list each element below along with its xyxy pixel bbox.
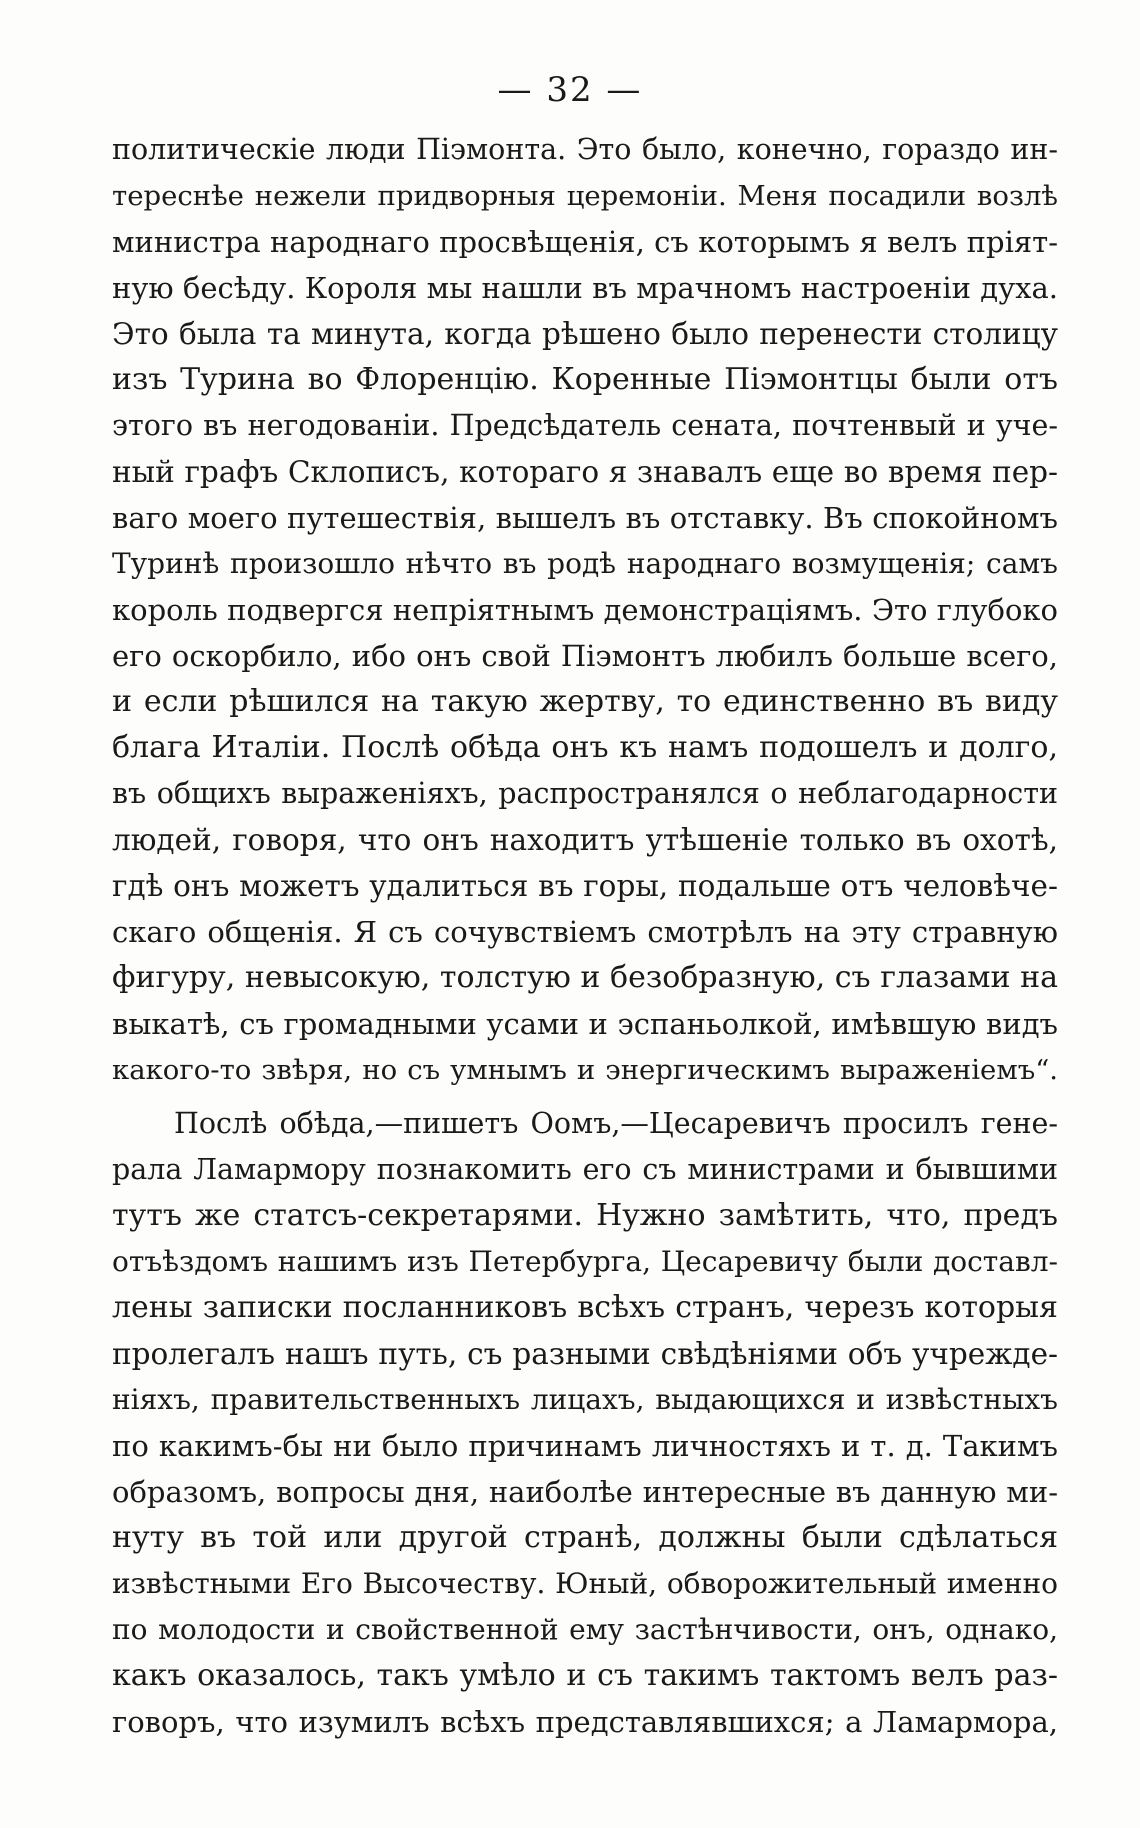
text-line: отъѣздомъ нашимъ изъ Петербурга, Цесаревичу были доставл- — [112, 1245, 1058, 1278]
text-line: людей, говоря, что онъ находитъ утѣшенiе только въ охотѣ, — [112, 823, 1058, 857]
text-line: и если рѣшился на такую жертву, то единственно въ виду — [112, 684, 1058, 719]
text-line: какого-то звѣря, но съ умнымъ и энергическимъ выраженiемъ“. — [112, 1054, 1058, 1086]
text-line: нiяхъ, правительственныхъ лицахъ, выдающихся и извѣстныхъ — [112, 1383, 1058, 1416]
text-line: въ общихъ выраженiяхъ, распространялся о неблагодарности — [112, 777, 1058, 810]
text-line: выкатѣ, съ громадными усами и эспаньолкой, имѣвшую видъ — [112, 1007, 1058, 1041]
text-line: ный графъ Склописъ, котораго я знавалъ еще во время пер- — [112, 455, 1058, 489]
text-line: какъ оказалось, такъ умѣло и съ такимъ тактомъ велъ раз- — [112, 1658, 1058, 1693]
text-line: по какимъ-бы ни было причинамъ личностяхъ и т. д. Такимъ — [112, 1429, 1058, 1463]
text-line: блага Италiи. Послѣ обѣда онъ къ намъ подошелъ и долго, — [112, 730, 1058, 765]
text-line: ную бесѣду. Короля мы нашли въ мрачномъ настроенiи духа. — [112, 271, 1058, 305]
text-line: говоръ, что изумилъ всѣхъ представлявшихся; а Ламармора, — [112, 1705, 1058, 1739]
text-line: король подвергся непрiятнымъ демонстрацiямъ. Это глубоко — [112, 593, 1058, 627]
text-line: гдѣ онъ можетъ удалиться въ горы, подальше отъ человѣче- — [112, 869, 1058, 903]
text-line: образомъ, вопросы дня, наиболѣе интересные въ данную ми- — [112, 1475, 1058, 1509]
text-line: Туринѣ произошло нѣчто въ родѣ народнаго возмущенiя; самъ — [112, 547, 1058, 580]
text-line: нуту въ той или другой странѣ, должны были сдѣлаться — [112, 1520, 1058, 1555]
text-line: тереснѣе нежели придворныя церемонiи. Меня посадили возлѣ — [112, 180, 1058, 212]
text-line: лены записки посланниковъ всѣхъ странъ, черезъ которыя — [112, 1290, 1058, 1325]
text-line: рала Ламармору познакомить его съ министрами и бывшими — [112, 1153, 1058, 1186]
text-line: изъ Турина во Флоренцiю. Коренные Пiэмонтцы были отъ — [112, 362, 1058, 397]
text-line: политическiе люди Пiэмонта. Это было, конечно, гораздо ин- — [112, 133, 1058, 166]
text-line: Это была та минута, когда рѣшено было перенести столицу — [112, 317, 1058, 351]
text-line: по молодости и свойственной ему застѣнчивости, онъ, однако, — [112, 1613, 1058, 1646]
text-line: пролегалъ нашъ путь, съ разными свѣдѣнiями объ учрежде- — [112, 1337, 1058, 1371]
text-line: министра народнаго просвѣщенiя, съ которымъ я велъ прiят- — [112, 225, 1058, 259]
text-line: ваго моего путешествiя, вышелъ въ отставку. Въ спокойномъ — [112, 501, 1058, 535]
page-number: — 32 — — [497, 70, 643, 110]
text-line: скаго общенiя. Я съ сочувствiемъ смотрѣлъ на эту стравную — [112, 915, 1058, 949]
text-line: тутъ же статсъ-секретарями. Нужно замѣтить, что, предъ — [112, 1198, 1058, 1233]
text-line: извѣстными Его Высочеству. Юный, обворожительный именно — [112, 1567, 1058, 1600]
text-line: этого въ негодованiи. Предсѣдатель сената, почтенвый и уче- — [112, 409, 1058, 442]
text-line: его оскорбило, ибо онъ свой Пiэмонтъ любилъ больше всего, — [112, 639, 1058, 673]
paragraph-first-line: Послѣ обѣда,—пишетъ Оомъ,—Цесаревичъ просилъ гене- — [174, 1107, 1058, 1140]
text-line: фигуру, невысокую, толстую и безобразную, съ глазами на — [112, 960, 1058, 995]
